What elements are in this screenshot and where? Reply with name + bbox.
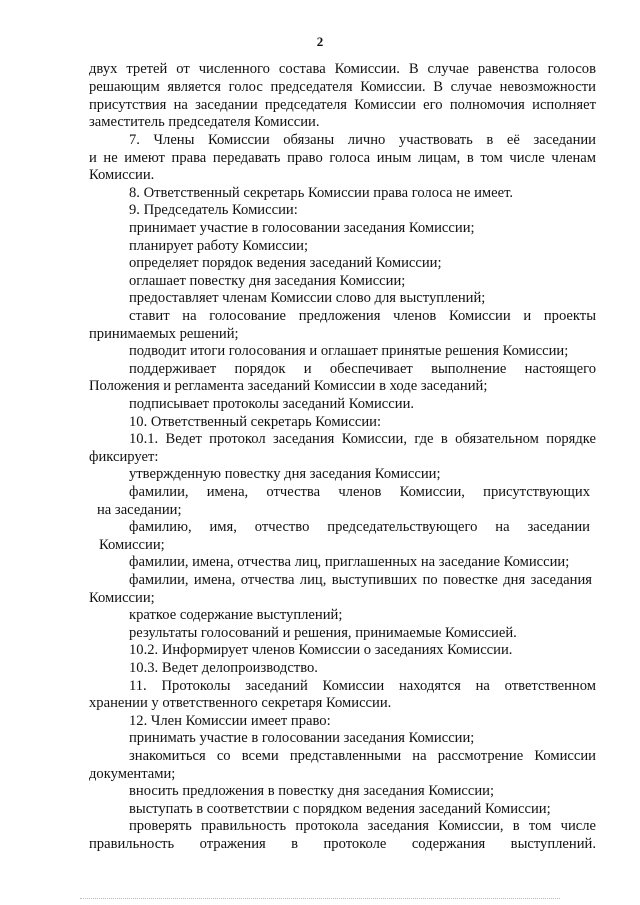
text-line: и не имеют права передавать право голоса иным лицам, в том числе членам bbox=[89, 150, 596, 166]
text-line: ставит на голосование предложения членов Комиссии и проекты bbox=[129, 308, 596, 324]
text-line: предоставляет членам Комиссии слово для выступлений; bbox=[129, 290, 486, 306]
text-line: 7. Члены Комиссии обязаны лично участвовать в её заседании bbox=[129, 132, 596, 148]
text-line: 10.2. Информирует членов Комиссии о заседаниях Комиссии. bbox=[129, 642, 513, 658]
text-line: документами; bbox=[89, 766, 176, 782]
text-line: правильность отражения в протоколе содержания выступлений. bbox=[89, 836, 596, 852]
text-line: подводит итоги голосования и оглашает принятые решения Комиссии; bbox=[129, 343, 569, 359]
text-line: двух третей от численного состава Комиссии. В случае равенства голосов bbox=[89, 61, 596, 77]
text-line: 10. Ответственный секретарь Комиссии: bbox=[129, 414, 381, 430]
text-line: Комиссии. bbox=[89, 167, 155, 183]
text-line: планирует работу Комиссии; bbox=[129, 238, 309, 254]
text-line: фиксирует: bbox=[89, 449, 159, 465]
text-line: оглашает повестку дня заседания Комиссии; bbox=[129, 273, 406, 289]
text-line: краткое содержание выступлений; bbox=[129, 607, 343, 623]
text-line: на заседании; bbox=[97, 502, 182, 518]
page-number: 2 bbox=[316, 34, 324, 49]
text-line: определяет порядок ведения заседаний Комиссии; bbox=[129, 255, 442, 271]
text-line: 12. Член Комиссии имеет право: bbox=[129, 713, 331, 729]
text-line: фамилии, имена, отчества лиц, выступивших по повестке дня заседания bbox=[129, 572, 592, 588]
text-line: принимать участие в голосовании заседания Комиссии; bbox=[129, 730, 475, 746]
text-line: решающим является голос председателя Комиссии. В случае невозможности bbox=[89, 79, 596, 95]
text-line: знакомиться со всеми представленными на рассмотрение Комиссии bbox=[129, 748, 596, 764]
text-line: Положения и регламента заседаний Комиссии в ходе заседаний; bbox=[89, 378, 488, 394]
text-line: вносить предложения в повестку дня заседания Комиссии; bbox=[129, 783, 495, 799]
text-line: фамилию, имя, отчество председательствующего на заседании bbox=[129, 519, 590, 535]
text-line: поддерживает порядок и обеспечивает выполнение настоящего bbox=[129, 361, 596, 377]
text-line: Комиссии; bbox=[99, 537, 165, 553]
text-line: 10.1. Ведет протокол заседания Комиссии, где в обязательном порядке bbox=[129, 431, 596, 447]
text-line: фамилии, имена, отчества членов Комиссии, присутствующих bbox=[129, 484, 590, 500]
text-line: выступать в соответствии с порядком ведения заседаний Комиссии; bbox=[129, 801, 551, 817]
text-line: 9. Председатель Комиссии: bbox=[129, 202, 298, 218]
text-line: результаты голосований и решения, принимаемые Комиссией. bbox=[129, 625, 517, 641]
text-line: принимает участие в голосовании заседания Комиссии; bbox=[129, 220, 475, 236]
text-line: утвержденную повестку дня заседания Комиссии; bbox=[129, 466, 441, 482]
text-line: фамилии, имена, отчества лиц, приглашенных на заседание Комиссии; bbox=[129, 554, 570, 570]
text-line: 11. Протоколы заседаний Комиссии находятся на ответственном bbox=[129, 678, 596, 694]
text-line: присутствия на заседании председателя Комиссии его полномочия исполняет bbox=[89, 97, 596, 113]
text-line: хранении у ответственного секретаря Комиссии. bbox=[89, 695, 392, 711]
text-line: 10.3. Ведет делопроизводство. bbox=[129, 660, 318, 676]
scan-artifact-divider bbox=[80, 898, 560, 901]
text-line: заместитель председателя Комиссии. bbox=[89, 114, 320, 130]
text-line: принимаемых решений; bbox=[89, 326, 239, 342]
text-line: Комиссии; bbox=[89, 590, 155, 606]
text-line: 8. Ответственный секретарь Комиссии права голоса не имеет. bbox=[129, 185, 514, 201]
text-line: подписывает протоколы заседаний Комиссии. bbox=[129, 396, 415, 412]
text-line: проверять правильность протокола заседания Комиссии, в том числе bbox=[129, 818, 596, 834]
